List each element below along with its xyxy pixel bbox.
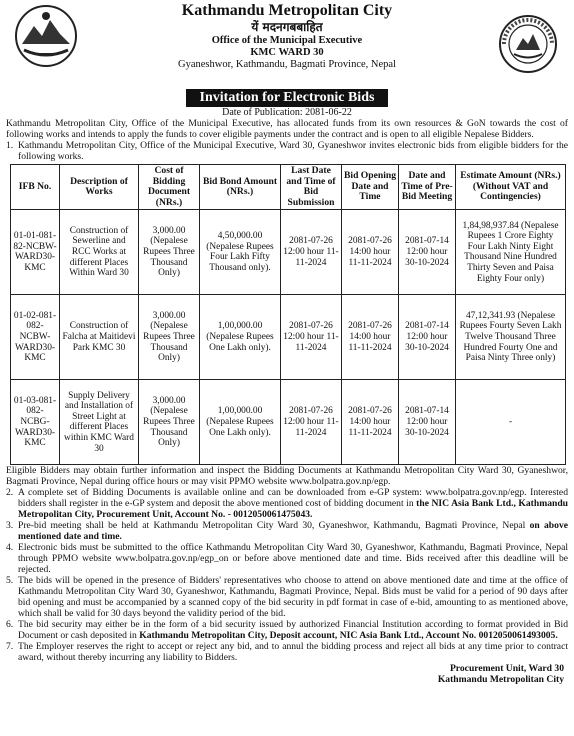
item-bold-text: Kathmandu Metropolitan City, Deposit account, NIC Asia Bank Ltd., Account No. 0012050061493005. [139, 630, 558, 642]
signature-unit: Procurement Unit, Ward 30 [449, 663, 564, 675]
item-text: The bid security may either be in the form of a bid security issued by authorized Financial Institution according to format provided in Bid Document or cash deposited in [18, 619, 568, 642]
cell-bid-bond: 4,50,000.00 (Nepalese Rupees Four Lakh Fifty Thousand only). [200, 210, 281, 295]
item-bold-text: the NIC Asia Bank Ltd., Kathmandu Metropolitan City, Procurement Unit, Account No. - 0012050061475043. [18, 498, 568, 521]
city-title-devanagari: यें मदनगबबाहित [251, 20, 323, 34]
cell-description: Construction of Sewerline and RCC Works at different Places Within Ward 30 [60, 210, 139, 295]
city-title: Kathmandu Metropolitan City [181, 2, 393, 19]
cell-last-date: 2081-07-26 12:00 hour 11-11-2024 [281, 210, 342, 295]
notice-item-7 [6, 641, 568, 663]
notice-item-4 [6, 542, 568, 575]
column-header-bid-bond: Bid Bond Amount (NRs.) [200, 165, 281, 210]
banner-wrap [6, 88, 568, 107]
office-name: Office of the Municipal Executive [211, 35, 363, 46]
cell-opening: 2081-07-26 14:00 hour 11-11-2024 [342, 295, 399, 380]
item-text: The bids will be opened in the presence of Bidders' representatives who choose to attend on above mentioned date and time at the office of Kathmandu Metropolitan City Ward 30, Gyaneshwor, Kathmandu, Bagmati Province, Nepal. Bids must be valid for a period of 90 days after bid opening and must be accompanied by a scanned copy of the bid security in pdf format in case of e-bid, amounting to as mentioned above, which shall be valid for 30 days beyond the validity period of the bid. [18, 575, 568, 620]
cell-bid-bond: 1,00,000.00 (Nepalese Rupees One Lakh only). [200, 380, 281, 465]
item-body [18, 520, 568, 542]
cell-opening: 2081-07-26 14:00 hour 11-11-2024 [342, 380, 399, 465]
cell-ifb: 01-01-081-82-NCBW-WARD30-KMC [11, 210, 60, 295]
item-text: Kathmandu Metropolitan City, Office of the Municipal Executive, Ward 30, Gyaneshwor invites electronic bids from eligible bidders for the following works. [18, 140, 568, 162]
item-number: 6. [6, 619, 14, 631]
notice-header [6, 0, 568, 88]
item-number: 3. [6, 520, 14, 532]
cell-cost: 3,000.00 (Nepalese Rupees Three Thousand Only) [139, 295, 200, 380]
notice-item-1 [6, 140, 568, 162]
cell-description: Supply Delivery and Installation of Street Light at different Places within KMC Ward 30 [60, 380, 139, 465]
item-body [18, 487, 568, 520]
signature-city: Kathmandu Metropolitan City [437, 674, 564, 686]
bids-table [10, 164, 566, 465]
table-header-row [11, 165, 566, 210]
cell-prebid: 2081-07-14 12:00 hour 30-10-2024 [399, 380, 456, 465]
column-header-opening: Bid Opening Date and Time [342, 165, 399, 210]
cell-cost: 3,000.00 (Nepalese Rupees Three Thousand Only) [139, 380, 200, 465]
cell-prebid: 2081-07-14 12:00 hour 30-10-2024 [399, 210, 456, 295]
cell-last-date: 2081-07-26 12:00 hour 11-11-2024 [281, 380, 342, 465]
cell-ifb: 01-02-081-082-NCBW-WARD30-KMC [11, 295, 60, 380]
cell-opening: 2081-07-26 14:00 hour 11-11-2024 [342, 210, 399, 295]
item-number: 1. [6, 140, 14, 151]
notice-item-3 [6, 520, 568, 542]
column-header-estimate: Estimate Amount (NRs.) (Without VAT and Contingencies) [456, 165, 566, 210]
cell-estimate: 1,84,98,937.84 (Nepalese Rupees 1 Crore Eighty Four Lakh Ninty Eight Thousand Nine Hundred Thirty Seven and Paisa Eighty Four only) [456, 210, 566, 295]
cell-description: Construction of Falcha at Maitidevi Park KMC 30 [60, 295, 139, 380]
item-number: 4. [6, 542, 14, 554]
office-address: Gyaneshwor, Kathmandu, Bagmati Province, Nepal [178, 59, 396, 70]
column-header-ifb: IFB No. [11, 165, 60, 210]
cell-bid-bond: 1,00,000.00 (Nepalese Rupees One Lakh only). [200, 295, 281, 380]
cell-cost: 3,000.00 (Nepalese Rupees Three Thousand Only) [139, 210, 200, 295]
cell-ifb: 01-03-081-082-NCBG-WARD30-KMC [11, 380, 60, 465]
signature-block [6, 663, 568, 685]
cell-estimate: 47,12,341.93 (Nepalese Rupees Fourty Seven Lakh Twelve Thousand Three Hundred Fourty One and Paisa Ninty Three only) [456, 295, 566, 380]
column-header-cost: Cost of Bidding Document (NRs.) [139, 165, 200, 210]
item-number: 7. [6, 641, 14, 653]
item-bold-text: on above mentioned date and time. [18, 520, 568, 543]
column-header-last-date: Last Date and Time of Bid Submission [281, 165, 342, 210]
item-text: A complete set of Bidding Documents is available online and can be downloaded from e-GP system: www.bolpatra.gov.np/egp. Interested bidders shall register in the e-GP system and deposit the above mentioned cost of bidding document in [18, 487, 568, 510]
ward-name: KMC WARD 30 [250, 47, 324, 58]
intro-paragraph: Kathmandu Metropolitan City, Office of the Municipal Executive, has allocated funds from its own resources & GoN towards the cost of following works and intends to apply the funds to cover eligible payments under the contract and is open to all eligible Nepalese Bidders. [6, 118, 568, 140]
table-row [11, 295, 566, 380]
notice-item-6 [6, 619, 568, 641]
eligible-bidders-paragraph: Eligible Bidders may obtain further information and inspect the Bidding Documents at Kathmandu Metropolitan City Ward 30, Gyaneshwor, Bagmati Province, Nepal during office hours or may visit PPMO website www.bolpatra.gov.np/egp. [6, 465, 568, 488]
item-text: Pre-bid meeting shall be held at Kathmandu Metropolitan City Ward 30, Gyaneshwor, Kathmandu, Bagmati Province, Nepal [18, 520, 530, 532]
invitation-banner: Invitation for Electronic Bids [186, 89, 389, 107]
cell-last-date: 2081-07-26 12:00 hour 11-11-2024 [281, 295, 342, 380]
column-header-prebid: Date and Time of Pre-Bid Meeting [399, 165, 456, 210]
table-row [11, 380, 566, 465]
item-text: The Employer reserves the right to accept or reject any bid, and to annul the bidding process and reject all bids at any time prior to contract award, without thereby incurring any liability to Bidders. [18, 641, 568, 664]
item-body [18, 619, 568, 641]
table-row [11, 210, 566, 295]
notice-item-5 [6, 575, 568, 619]
item-number: 2. [6, 487, 14, 499]
cell-prebid: 2081-07-14 12:00 hour 30-10-2024 [399, 295, 456, 380]
publication-date: Date of Publication: 2081-06-22 [222, 107, 352, 118]
item-text: Electronic bids must be submitted to the office Kathmandu Metropolitan City Ward 30, Gyaneshwor, Kathmandu, Bagmati Province, Nepal through PPMO website www.bolpatra.gov.np/egp_on or before above mentioned date and time. Bids received after this deadline will be rejected. [18, 542, 568, 576]
column-header-description: Description of Works [60, 165, 139, 210]
kmc-emblem-logo [14, 4, 78, 68]
notice-item-2 [6, 487, 568, 520]
cell-estimate: - [456, 380, 566, 465]
ward-office-stamp-logo [498, 14, 558, 74]
item-number: 5. [6, 575, 14, 587]
